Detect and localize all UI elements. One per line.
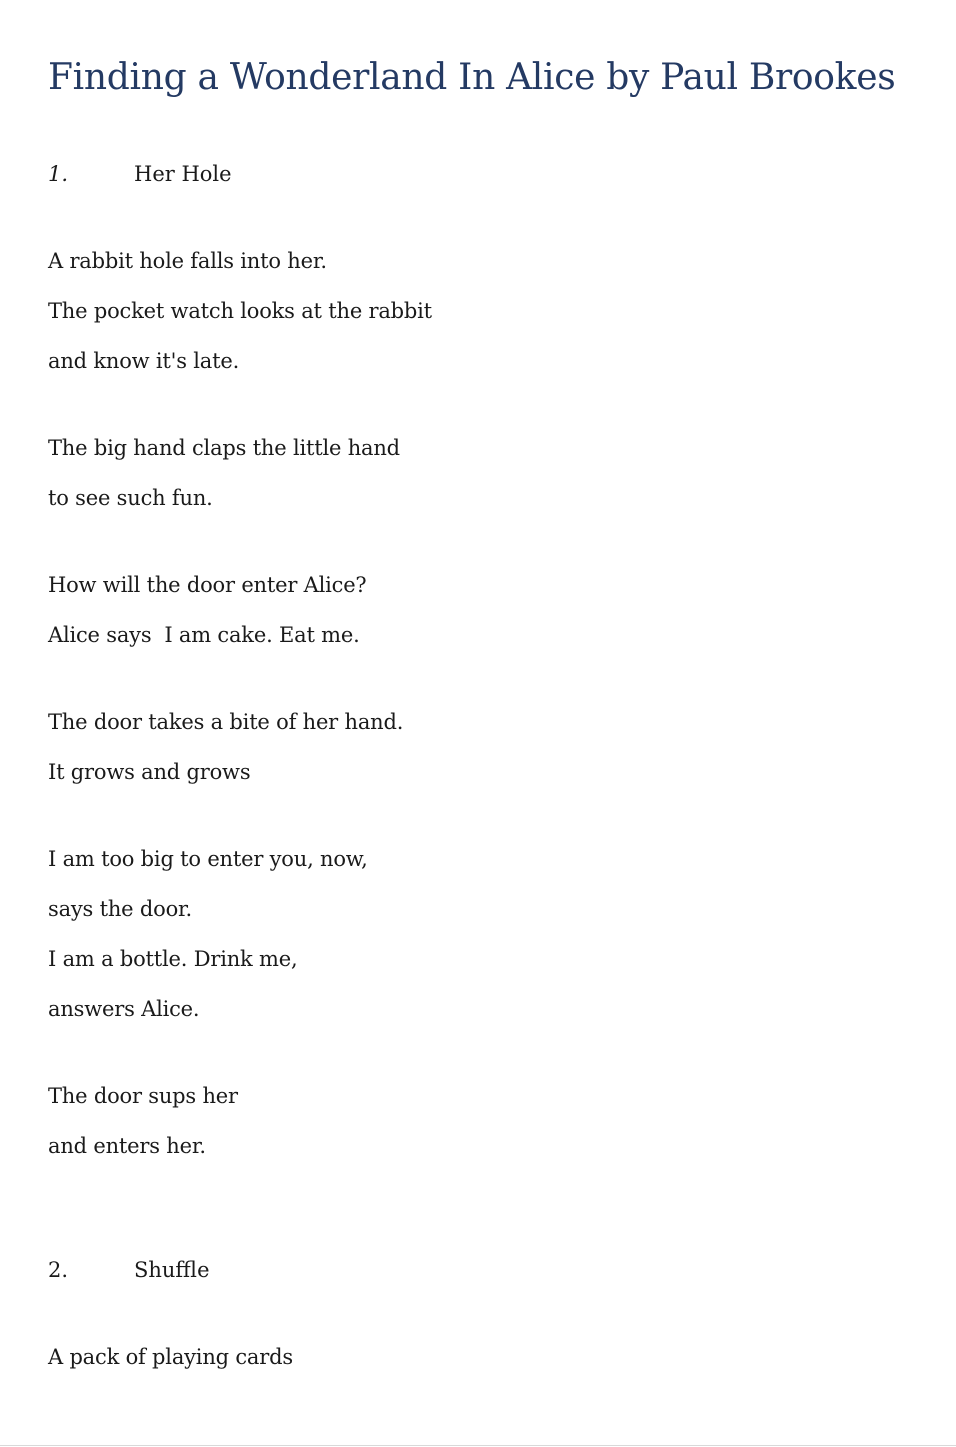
- poem-line: A rabbit hole falls into her.: [48, 249, 327, 273]
- poem-line: I am a bottle. Drink me,: [48, 947, 298, 971]
- poem-line: The big hand claps the little hand: [48, 436, 400, 460]
- poem-line: It grows and grows: [48, 760, 251, 784]
- section-number: 2.: [48, 1258, 69, 1282]
- section-heading-1: [48, 160, 232, 188]
- section-heading-2: [48, 1256, 210, 1284]
- poem-line: to see such fun.: [48, 486, 213, 510]
- divider: [0, 1445, 956, 1446]
- section-title: Shuffle: [134, 1258, 210, 1282]
- poem-line: answers Alice.: [48, 997, 200, 1021]
- poem-line: Alice says I am cake. Eat me.: [48, 623, 360, 647]
- poem-line: A pack of playing cards: [48, 1345, 293, 1369]
- poem-line: and enters her.: [48, 1134, 206, 1158]
- poem-line: How will the door enter Alice?: [48, 573, 367, 597]
- poem-line: says the door.: [48, 897, 193, 921]
- page-title: Finding a Wonderland In Alice by Paul Brookes: [48, 57, 896, 98]
- poem-line: I am too big to enter you, now,: [48, 847, 368, 871]
- poem-line: and know it's late.: [48, 349, 240, 373]
- poem-line: The door takes a bite of her hand.: [48, 710, 404, 734]
- poem-line: The pocket watch looks at the rabbit: [48, 299, 432, 323]
- section-title: Her Hole: [134, 162, 232, 186]
- section-number: 1.: [48, 162, 69, 186]
- poem-line: The door sups her: [48, 1084, 238, 1108]
